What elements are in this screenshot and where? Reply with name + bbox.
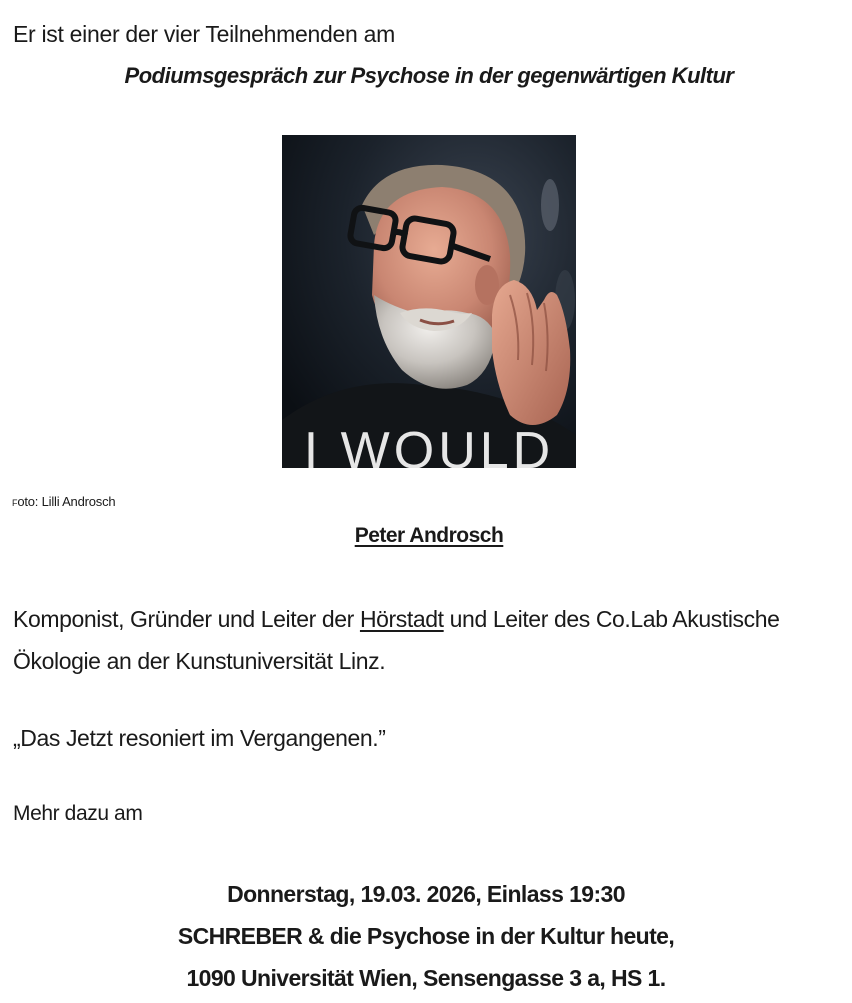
bio-text-part1: Komponist, Gründer und Leiter der	[13, 606, 360, 632]
photo-caption-initial: F	[12, 498, 18, 508]
person-name: Peter Androsch	[354, 524, 504, 547]
shirt-print-text: I WOULD	[303, 422, 555, 468]
bio-text	[13, 598, 843, 682]
event-title: Podiumsgespräch zur Psychose in der gegenwärtigen Kultur	[124, 63, 734, 88]
bio-text-part2: und Leiter des Co.Lab Akustische Ökologie an der Kunstuniversität Linz.	[13, 606, 780, 674]
event-details	[0, 873, 852, 999]
event-title-line: SCHREBER & die Psychose in der Kultur heute,	[177, 923, 675, 949]
hoerstadt-link[interactable]: Hörstadt	[359, 606, 444, 632]
event-location-line: 1090 Universität Wien, Sensengasse 3 a, HS 1.	[186, 965, 666, 991]
more-info-text: Mehr dazu am	[13, 802, 143, 825]
event-date-line: Donnerstag, 19.03. 2026, Einlass 19:30	[227, 881, 625, 907]
intro-text: Er ist einer der vier Teilnehmenden am	[13, 21, 395, 47]
photo-caption	[12, 493, 115, 512]
photo-caption-text: oto: Lilli Androsch	[17, 494, 116, 509]
person-name-heading	[0, 521, 852, 551]
quote-text: „Das Jetzt resoniert im Vergangenen.”	[13, 725, 386, 751]
portrait-photo	[282, 135, 576, 468]
